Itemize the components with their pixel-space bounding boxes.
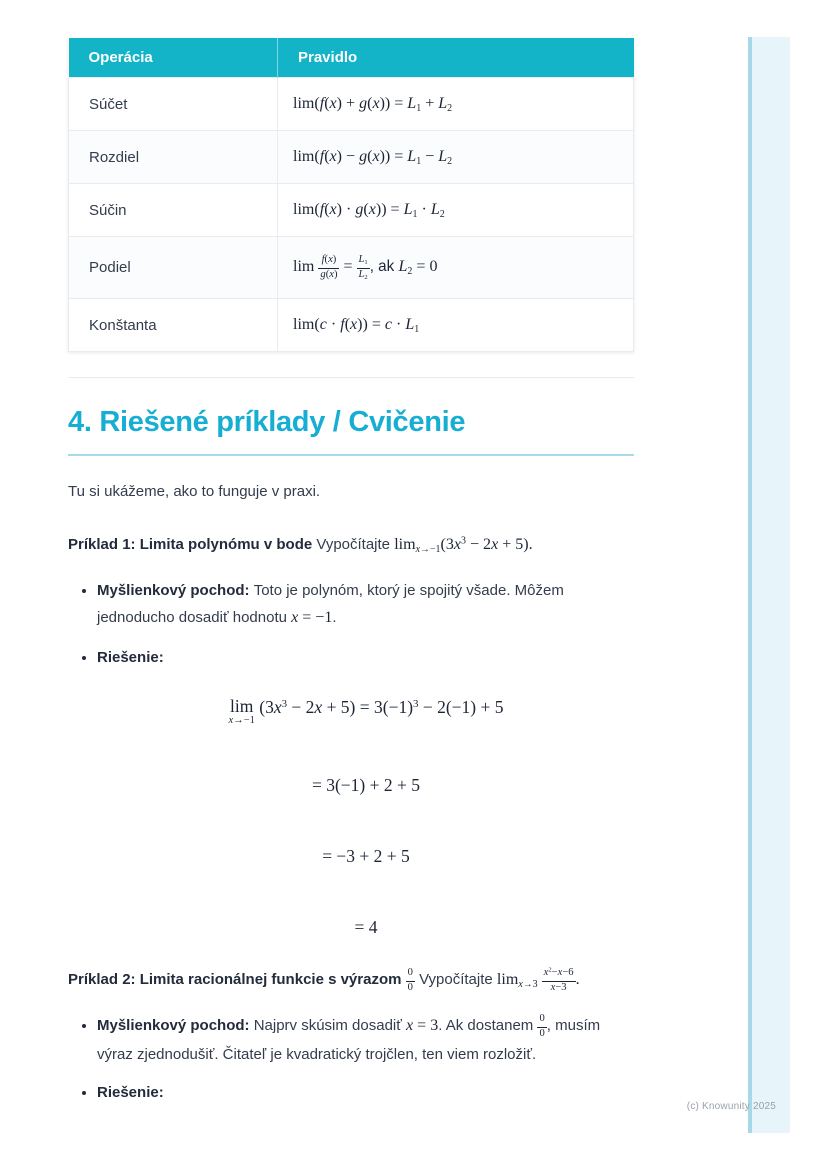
table-row <box>69 237 634 299</box>
rule-math: lim $\frac{f(x)}{g(x)}$ = $\frac{L_1}{L_2}$ , ak $L_2 = 0$ <box>293 254 438 281</box>
copyright-caption: (c) Knowunity 2025 <box>686 1101 776 1112</box>
inline-math: $\lim_{x\to-1}(3x^3 - 2x + 5)$. <box>394 535 533 556</box>
operation-cell: Súčin <box>69 184 278 237</box>
example2-bullet-list <box>68 1012 634 1106</box>
rule-cell <box>278 237 634 299</box>
list-item <box>97 644 634 671</box>
bold-label: Riešenie: <box>97 1083 164 1101</box>
equation-block <box>98 697 634 939</box>
bold-label: Riešenie: <box>97 648 164 666</box>
equation-line: = 4 <box>354 917 378 938</box>
equation-line: = 3(−1) + 2 + 5 <box>311 775 420 796</box>
rule-math: $\lim(f(x) + g(x)) = L_1 + L_2$ <box>293 95 453 114</box>
bold-label: Príklad 1: Limita polynómu v bode <box>68 536 317 554</box>
table-row <box>69 184 634 237</box>
document-content <box>68 38 634 1117</box>
bold-label: Myšlienkový pochod: <box>97 1016 254 1034</box>
bold-label: Príklad 2: Limita racionálnej funkcie s výrazom <box>68 971 406 989</box>
table-header-operacia: Operácia <box>69 38 278 78</box>
table-head <box>69 38 634 78</box>
operation-cell: Podiel <box>69 237 278 299</box>
example1-bullet-list <box>68 577 634 671</box>
inline-math: $\lim_{x\to 3}$ $\frac{x^2-x-6}{x-3}$ . <box>496 966 580 993</box>
right-accent-bar <box>748 37 790 1133</box>
equation-line: lim x→−1 $(3x^3 - 2x + 5) = 3(-1)^3 - 2(-1) + 5$ <box>228 696 504 727</box>
table-header-row <box>69 38 634 78</box>
inline-math: x = −1 <box>291 609 333 627</box>
operation-cell: Súčet <box>69 78 278 131</box>
table-header-pravidlo: Pravidlo <box>278 38 634 78</box>
rule-cell <box>278 131 634 184</box>
inline-math: x = 3 <box>406 1016 439 1034</box>
operation-cell: Rozdiel <box>69 131 278 184</box>
table-row <box>69 299 634 352</box>
table-row <box>69 131 634 184</box>
rule-math: $\lim(f(x) \cdot g(x)) = L_1 \cdot L_2$ <box>293 201 445 220</box>
inline-math: $\frac{0}{0}$ <box>539 1013 545 1039</box>
rule-math: $\lim(c \cdot f(x)) = c \cdot L_1$ <box>293 316 420 336</box>
section-heading: 4. Riešené príklady / Cvičenie <box>68 405 634 456</box>
example2-title: Príklad 2: Limita racionálnej funkcie s výrazom $\frac{0}{0}$ Vypočítajte $\lim_{x\to 3}$ $\frac{x^2-x-6}{x-3}$ . <box>68 966 580 993</box>
list-item: • Myšlienkový pochod: Toto je polynóm, ktorý je spojitý všade. Môžem jednoducho dosadiť hodnotu x = −1. <box>97 577 634 633</box>
rule-math: $\lim(f(x) - g(x)) = L_1 - L_2$ <box>293 148 453 167</box>
bold-label: Myšlienkový pochod: <box>97 582 254 600</box>
rule-cell <box>278 184 634 237</box>
section-divider <box>68 377 634 378</box>
list-item: • Myšlienkový pochod: Najprv skúsim dosadiť x = 3. Ak dostanem $\frac{0}{0}$ , musím výraz zjednodušiť. Čitateľ je kvadratický trojčlen, ten viem rozložiť. <box>97 1012 634 1068</box>
rules-table <box>68 38 634 352</box>
list-item <box>97 1079 634 1106</box>
table-row <box>69 78 634 131</box>
rule-cell <box>278 299 634 352</box>
equation-line: = −3 + 2 + 5 <box>322 846 410 867</box>
inline-math: $\frac{0}{0}$ <box>407 967 413 993</box>
rule-cell <box>278 78 634 131</box>
table-body <box>69 78 634 352</box>
example1-title: Príklad 1: Limita polynómu v bode Vypočítajte $\lim_{x\to-1}(3x^3 - 2x + 5)$. <box>68 535 533 556</box>
intro-text: Tu si ukážeme, ako to funguje v praxi. <box>68 483 321 501</box>
operation-cell: Konštanta <box>69 299 278 352</box>
